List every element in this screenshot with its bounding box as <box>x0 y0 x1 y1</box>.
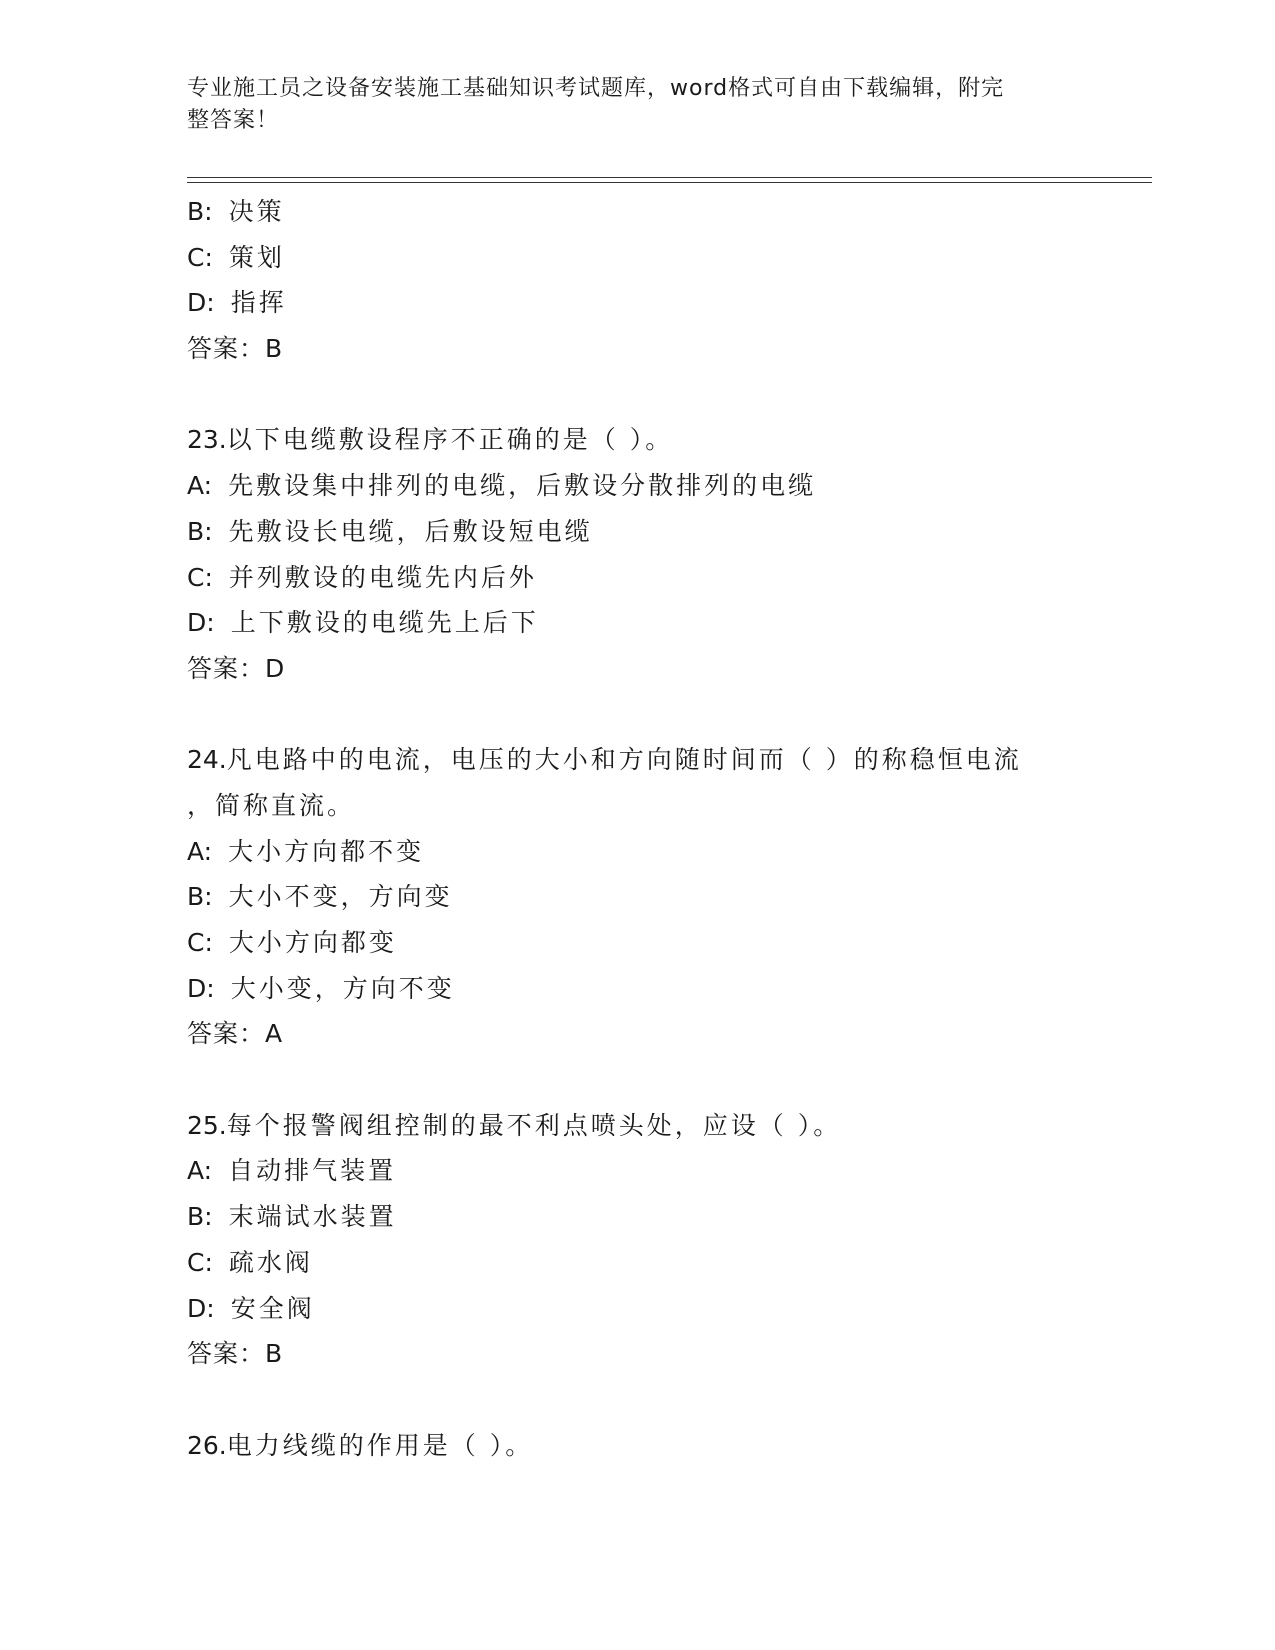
question-block <box>187 737 1147 1057</box>
option-row <box>187 1194 1147 1240</box>
option-row <box>187 966 1147 1012</box>
option-row <box>187 463 1147 509</box>
answer-row <box>187 326 1147 372</box>
option-text: 大小变，方向不变 <box>230 973 455 1003</box>
option-text: 策划 <box>228 242 285 272</box>
question-text-row <box>187 737 1147 783</box>
option-text: 大小不变，方向变 <box>228 882 453 912</box>
option-key: B: <box>187 1202 213 1232</box>
option-text: 并列敷设的电缆先内后外 <box>228 562 537 592</box>
option-key: B: <box>187 516 213 546</box>
option-row <box>187 555 1147 601</box>
option-text: 大小方向都变 <box>228 928 397 957</box>
option-row <box>187 1148 1147 1194</box>
option-key: A: <box>187 836 213 866</box>
option-key: C: <box>187 928 213 957</box>
spacer <box>187 372 1147 418</box>
option-row <box>187 280 1147 326</box>
question-number: 26. <box>187 1430 227 1460</box>
question-text-row <box>187 1423 1147 1469</box>
option-text: 指挥 <box>230 288 287 318</box>
answer-label: 答案： <box>187 653 266 683</box>
option-text: 大小方向都不变 <box>228 836 425 866</box>
option-row <box>187 874 1147 920</box>
answer-row <box>187 1011 1147 1057</box>
option-key: C: <box>187 562 213 592</box>
option-text: 安全阀 <box>230 1293 315 1323</box>
option-key: D: <box>187 973 215 1003</box>
partial-question-block <box>187 189 1147 372</box>
question-number: 24. <box>187 745 227 775</box>
question-text: 电力线缆的作用是（ ）。 <box>226 1430 534 1460</box>
option-key: A: <box>187 471 213 501</box>
answer-label: 答案： <box>187 1019 266 1049</box>
question-text-row <box>187 783 1147 829</box>
header-divider-top <box>187 177 1152 178</box>
answer-value: B <box>265 334 284 364</box>
spacer <box>187 1057 1147 1103</box>
option-row <box>187 509 1147 555</box>
question-text: 以下电缆敷设程序不正确的是（ ）。 <box>226 425 674 455</box>
option-row <box>187 235 1147 281</box>
spacer <box>187 692 1147 738</box>
question-block <box>187 1103 1147 1377</box>
option-row <box>187 1240 1147 1286</box>
option-key: C: <box>187 242 213 272</box>
option-key: C: <box>187 1247 213 1277</box>
option-key: D: <box>187 608 215 638</box>
option-row <box>187 829 1147 875</box>
question-text-continued: ，简称直流。 <box>187 790 356 820</box>
question-number: 25. <box>187 1110 227 1140</box>
option-row <box>187 189 1147 235</box>
answer-row <box>187 646 1147 692</box>
option-row <box>187 600 1147 646</box>
question-number: 23. <box>187 425 227 455</box>
option-text: 自动排气装置 <box>228 1156 397 1186</box>
option-key: B: <box>187 197 213 226</box>
question-text-row <box>187 417 1147 463</box>
option-key: B: <box>187 882 213 912</box>
option-text: 上下敷设的电缆先上后下 <box>230 608 539 638</box>
answer-label: 答案： <box>187 1339 266 1369</box>
option-key: D: <box>187 288 215 318</box>
spacer <box>187 1377 1147 1423</box>
option-text: 先敷设集中排列的电缆，后敷设分散排列的电缆 <box>228 471 817 501</box>
question-text-row <box>187 1103 1147 1149</box>
answer-value: D <box>265 653 286 683</box>
option-text: 末端试水装置 <box>228 1202 397 1232</box>
header-title-line-2: 整答案！ <box>187 108 280 133</box>
option-text: 决策 <box>228 197 285 226</box>
answer-label: 答案： <box>187 334 266 364</box>
answer-value: B <box>265 1339 284 1369</box>
document-header <box>187 73 1087 137</box>
header-divider-bottom <box>187 182 1152 183</box>
answer-row <box>187 1331 1147 1377</box>
question-text: 凡电路中的电流，电压的大小和方向随时间而（ ）的称稳恒电流 <box>226 745 1022 775</box>
option-row <box>187 920 1147 966</box>
option-key: D: <box>187 1293 215 1323</box>
option-row <box>187 1286 1147 1332</box>
answer-value: A <box>265 1019 284 1049</box>
option-text: 疏水阀 <box>228 1247 313 1277</box>
question-text: 每个报警阀组控制的最不利点喷头处，应设（ ）。 <box>226 1110 842 1140</box>
question-block <box>187 417 1147 691</box>
option-key: A: <box>187 1156 213 1186</box>
header-title-line-1: 专业施工员之设备安装施工基础知识考试题库，word格式可自由下载编辑，附完 <box>187 76 1005 101</box>
question-block <box>187 1423 1147 1469</box>
option-text: 先敷设长电缆，后敷设短电缆 <box>228 516 593 546</box>
question-list <box>187 189 1147 1468</box>
